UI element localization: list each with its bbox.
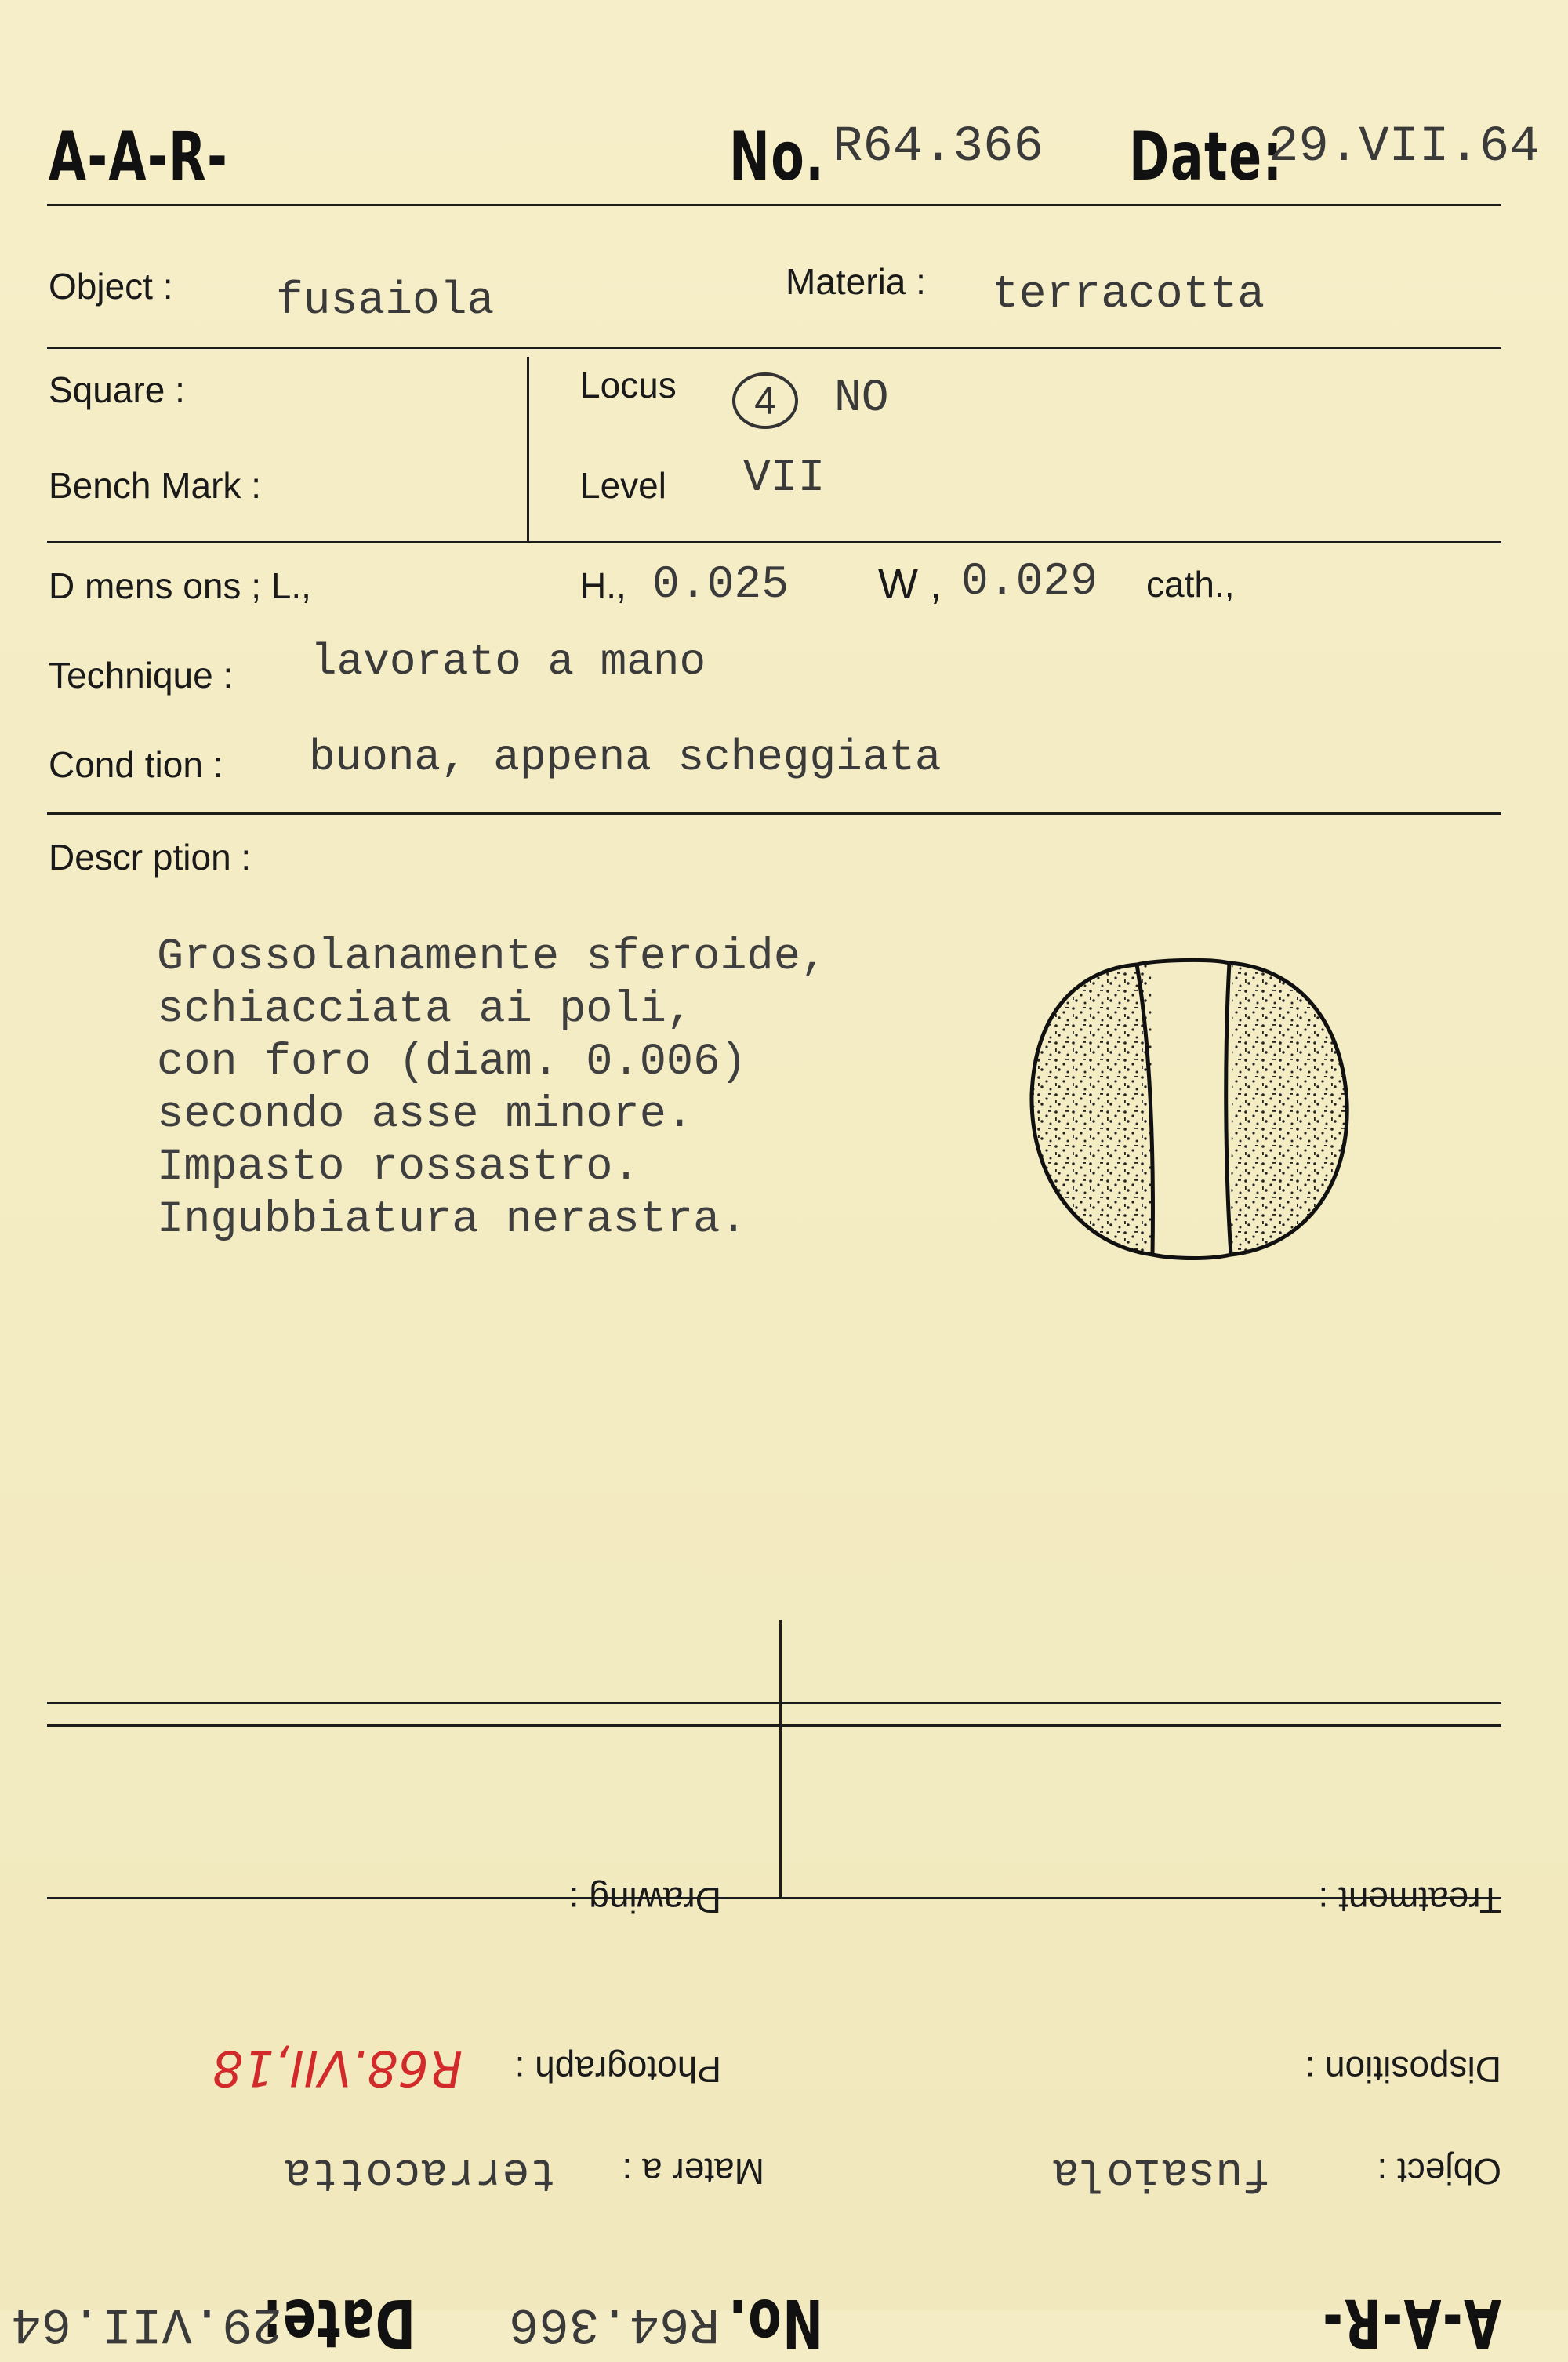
- bench-mark-label: Bench Mark :: [49, 465, 261, 506]
- photograph-label: Photograph :: [514, 2049, 721, 2090]
- date-label: Date:: [1129, 118, 1283, 196]
- description-line: con foro (diam. 0.006): [157, 1037, 747, 1088]
- condition-label: Cond tion :: [49, 744, 223, 785]
- locus-circle-icon: [729, 369, 801, 433]
- bottom-object-label: Object :: [1377, 2151, 1501, 2192]
- org-heading: A-A-R-: [49, 118, 229, 196]
- bottom-materia-label: Mater a :: [622, 2151, 764, 2192]
- width-label: W ,: [878, 561, 942, 608]
- bottom-number-value: R64.366: [509, 2295, 720, 2351]
- height-value: 0.025: [652, 560, 789, 611]
- bottom-object-value: fusaiola: [1051, 2146, 1270, 2197]
- locus-value: NO: [834, 373, 889, 424]
- description-line: Ingubbiatura nerastra.: [157, 1195, 747, 1245]
- bottom-rule-low: [47, 1724, 1501, 1727]
- materia-label: Materia :: [786, 261, 926, 302]
- width-value: 0.029: [961, 557, 1098, 608]
- technique-value: lavorato a mano: [310, 637, 706, 687]
- thickness-label: cath.,: [1146, 564, 1235, 605]
- bottom-org-heading: A-A-R-: [1321, 2284, 1501, 2362]
- inverted-section: [0, 1694, 1568, 2362]
- height-label: H.,: [580, 565, 626, 606]
- treatment-label: Treatment :: [1318, 1880, 1501, 1920]
- object-value: fusaiola: [276, 276, 495, 327]
- description-line: Impasto rossastro.: [157, 1143, 640, 1193]
- location-rule: [47, 541, 1501, 543]
- date-value: 29.VII.64: [1269, 119, 1540, 176]
- drawing-label: Drawing :: [568, 1880, 721, 1920]
- description-line: schiacciata ai poli,: [157, 985, 694, 1035]
- object-label: Object :: [49, 266, 173, 307]
- description-label: Descr ption :: [49, 837, 252, 878]
- disposition-label: Disposition :: [1305, 2049, 1501, 2090]
- description-text: [157, 932, 827, 1247]
- locus-label: Locus: [580, 365, 677, 405]
- condition-rule: [47, 812, 1501, 815]
- dimensions-label: D mens ons ; L.,: [49, 565, 311, 606]
- bottom-divider: [779, 1620, 782, 1899]
- materia-value: terracotta: [992, 270, 1265, 321]
- bottom-materia-value: terracotta: [283, 2146, 557, 2197]
- bottom-rule-mid: [47, 1897, 1501, 1899]
- description-line: secondo asse minore.: [157, 1090, 694, 1140]
- description-line: Grossolanamente sferoide,: [157, 932, 828, 983]
- bottom-number-label: No.: [727, 2284, 823, 2362]
- photograph-value: R68.VII,18: [212, 2040, 463, 2097]
- condition-value: buona, appena scheggiata: [309, 732, 942, 783]
- number-label: No.: [729, 118, 826, 196]
- spindle-whorl-sketch-icon: [1019, 954, 1364, 1267]
- number-value: R64.366: [833, 119, 1044, 176]
- square-label: Square :: [49, 369, 185, 410]
- technique-label: Technique :: [49, 655, 234, 696]
- level-label: Level: [580, 465, 666, 506]
- level-value: VII: [743, 453, 826, 504]
- object-rule: [47, 347, 1501, 349]
- bottom-date-label: Date:: [261, 2284, 416, 2362]
- header-rule: [47, 204, 1501, 206]
- bottom-date-value: 29.VII.64: [11, 2295, 282, 2351]
- square-divider: [527, 357, 529, 542]
- locus-number: 4: [754, 379, 776, 423]
